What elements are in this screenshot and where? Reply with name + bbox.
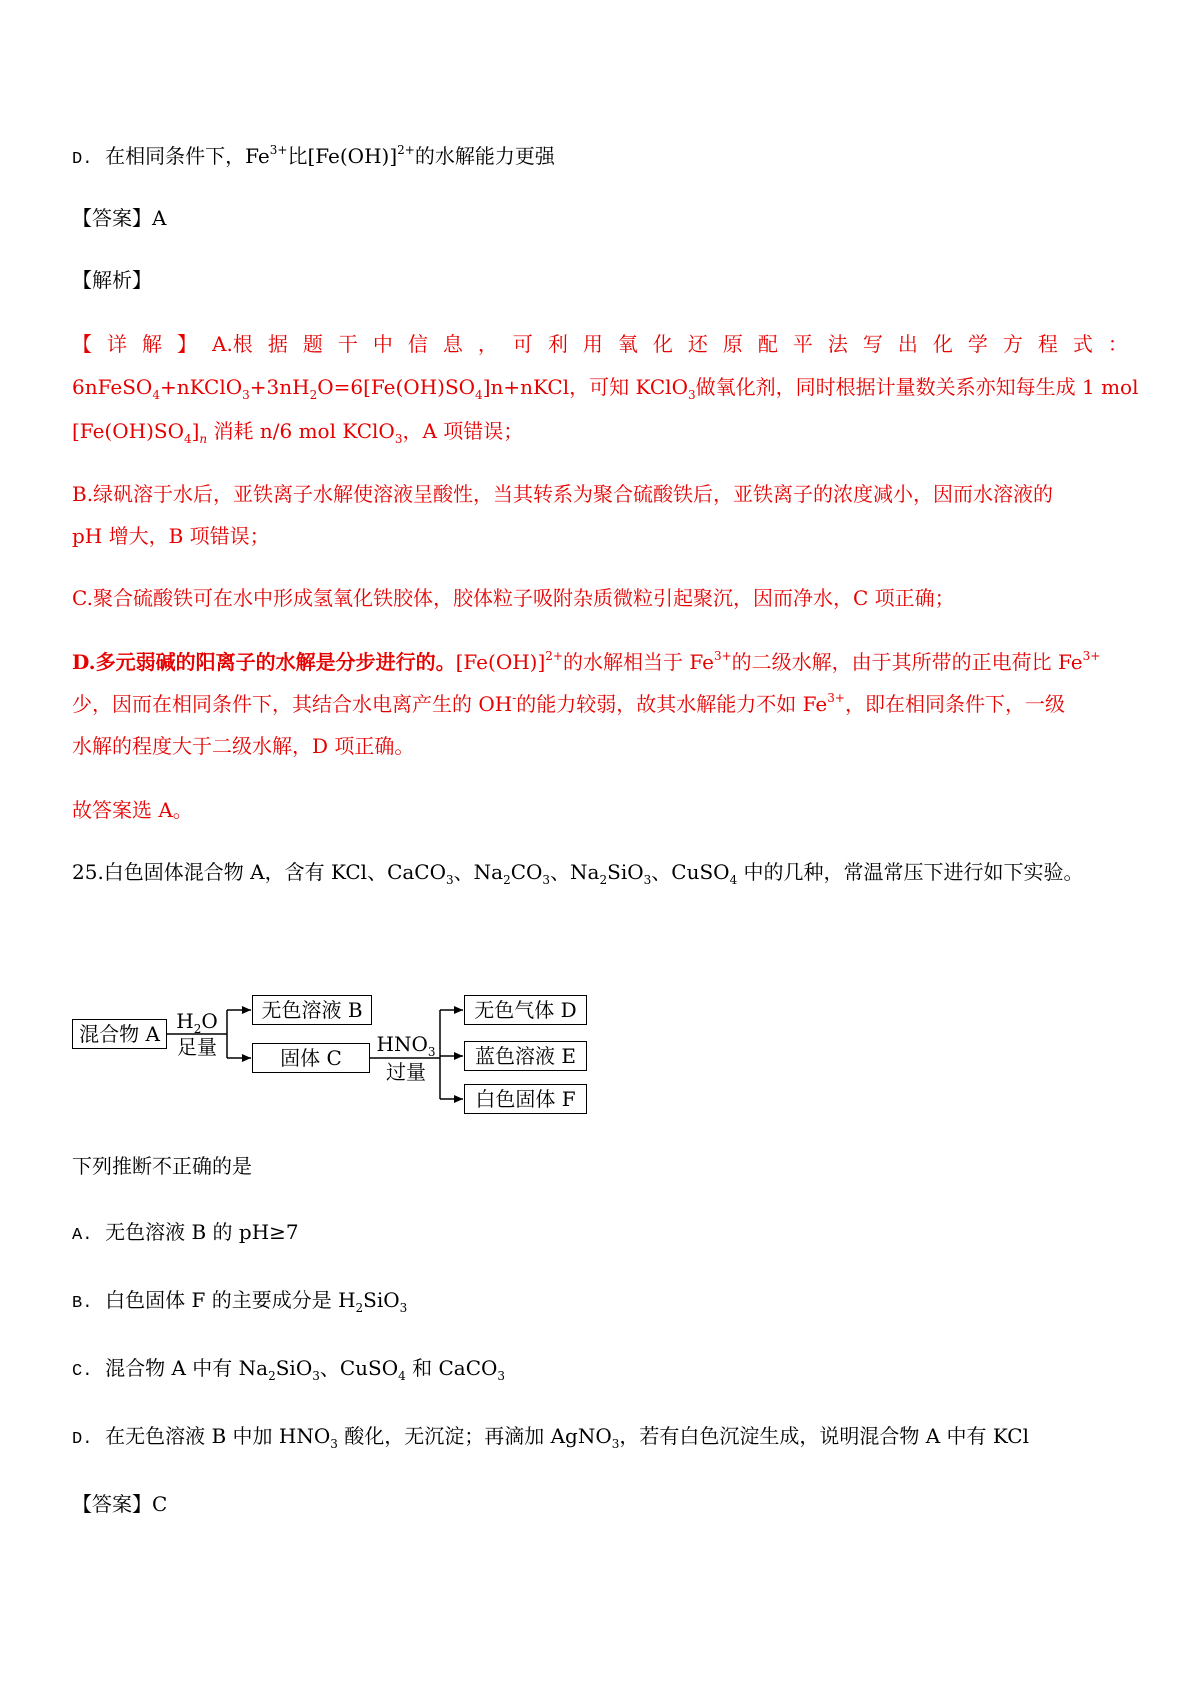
question-25-stem: 25.白色固体混合物 A，含有 KCl、CaCO$_3$、$Na_2CO_3$、$Na_2SiO_3$、CuSO$_4$ 中的几种，常温常压下进行如下实验。 (72, 860, 1084, 887)
box-solution-b: 无色溶液 B (252, 995, 372, 1025)
option-letter: A. (72, 1226, 93, 1245)
detail-d-line-2: 少，因而在相同条件下，其结合水电离产生的 OH-的能力较弱，故其水解能力不如 $Fe^{3+}$，即在相同条件下，一级 (72, 691, 1065, 716)
reagent-hno3: $HNO_3$ (376, 1032, 436, 1059)
detail-line-1-word: 用 (582, 332, 603, 356)
detail-line-1-word: 化 (652, 332, 673, 356)
detail-line-1-word: 氧 (617, 332, 638, 356)
reagent-hno3-amount: 过量 (386, 1060, 426, 1084)
detail-d-line-3: 水解的程度大于二级水解，D 项正确。 (72, 734, 415, 758)
box-solid-c: 固体 C (252, 1043, 370, 1073)
reagent-h2o-amount: 足量 (177, 1035, 217, 1059)
option-c: C. 混合物 A 中有 $Na_2SiO_3$、CuSO$_4$ 和 CaCO$_3$ (72, 1356, 506, 1383)
detail-line-1-word: 配 (757, 332, 778, 356)
detail-line-1-word: 法 (827, 332, 848, 356)
detail-line-1-word: 干 (337, 332, 358, 356)
detail-line-1-word: 还 (687, 332, 708, 356)
detail-line-1-word: 平 (792, 332, 813, 356)
detail-line-1-word: 解 (142, 332, 162, 356)
answer-line-prev: 【答案】A (72, 206, 167, 230)
detail-line-1-word: 程 (1037, 332, 1058, 356)
detail-line-1-word: 可 (512, 332, 533, 356)
box-solid-f: 白色固体 F (464, 1084, 587, 1114)
detail-line-1-word: ， (477, 332, 498, 356)
detail-line-1-word: 学 (967, 332, 988, 356)
option-letter: C. (72, 1362, 93, 1381)
detail-line-1-word: 化 (932, 332, 953, 356)
detail-line-1-word: ： (1107, 332, 1128, 356)
box-solution-e: 蓝色溶液 E (464, 1041, 587, 1071)
option-letter: D. (72, 1430, 93, 1449)
detail-line-1-word: 写 (862, 332, 883, 356)
detail-line-1-word: 中 (372, 332, 393, 356)
detail-b-line-2: pH 增大，B 项错误； (72, 524, 270, 548)
detail-line-1-word: 信 (407, 332, 428, 356)
detail-line-3: $[Fe(OH)SO_4]_n$ 消耗 n/6 mol KClO$_3$，A 项错误； (72, 419, 524, 446)
detail-line-1-word: A.根 (212, 332, 253, 356)
option-b: B. 白色固体 F 的主要成分是 $H_2SiO_3$ (72, 1288, 408, 1315)
option-d-prev: D. 在相同条件下，$Fe^{3+}$比$[Fe(OH)]^{2+}$的水解能力更强 (72, 143, 555, 169)
detail-line-1-word: 原 (722, 332, 743, 356)
detail-b-line-1: B.绿矾溶于水后，亚铁离子水解使溶液呈酸性，当其转系为聚合硫酸铁后，亚铁离子的浓度减小，因而水溶液的 (72, 482, 1054, 506)
option-letter: D. (72, 150, 93, 169)
reagent-h2o: $H_2O$ (176, 1009, 218, 1036)
analysis-heading: 【解析】 (72, 268, 152, 292)
box-mixture-a: 混合物 A (72, 1019, 167, 1049)
detail-line-2: $6nFeSO_4+nKClO_3+3nH_2O=6[Fe(OH)SO_4]n+nKCl$，可知 KClO$_3$做氧化剂，同时根据计量数关系亦知每生成 1 mol (72, 375, 1139, 402)
option-letter: B. (72, 1294, 93, 1313)
detail-line-1-word: 】 (177, 332, 197, 356)
detail-c-line: C.聚合硫酸铁可在水中形成氢氧化铁胶体，胶体粒子吸附杂质微粒引起聚沉，因而净水，C 项正确； (72, 586, 955, 610)
detail-line-1-word: 息 (442, 332, 463, 356)
detail-conclusion: 故答案选 A。 (72, 798, 193, 822)
box-gas-d: 无色气体 D (464, 995, 587, 1025)
option-d: D. 在无色溶液 B 中加 $HNO_3$ 酸化，无沉淀；再滴加 AgNO$_3$，若有白色沉淀生成，说明混合物 A 中有 KCl (72, 1424, 1029, 1451)
detail-line-1-word: 式 (1072, 332, 1093, 356)
answer-line-25: 【答案】C (72, 1492, 168, 1516)
detail-line-1-word: 利 (547, 332, 568, 356)
detail-line-1 (72, 330, 1128, 358)
detail-line-1-word: 详 (107, 332, 127, 356)
detail-line-1-word: 出 (897, 332, 918, 356)
detail-line-1-word: 【 (72, 332, 92, 356)
detail-d-line-1: D.多元弱碱的阳离子的水解是分步进行的。$[Fe(OH)]^{2+}$的水解相当于 $Fe^{3+}$的二级水解，由于其所带的正电荷比 $Fe^{3+}$ (72, 649, 1101, 674)
detail-line-1-word: 题 (302, 332, 323, 356)
question-prompt: 下列推断不正确的是 (72, 1154, 252, 1178)
detail-line-1-word: 方 (1002, 332, 1023, 356)
detail-line-1-word: 据 (267, 332, 288, 356)
option-a: A. 无色溶液 B 的 pH≥7 (72, 1220, 299, 1245)
